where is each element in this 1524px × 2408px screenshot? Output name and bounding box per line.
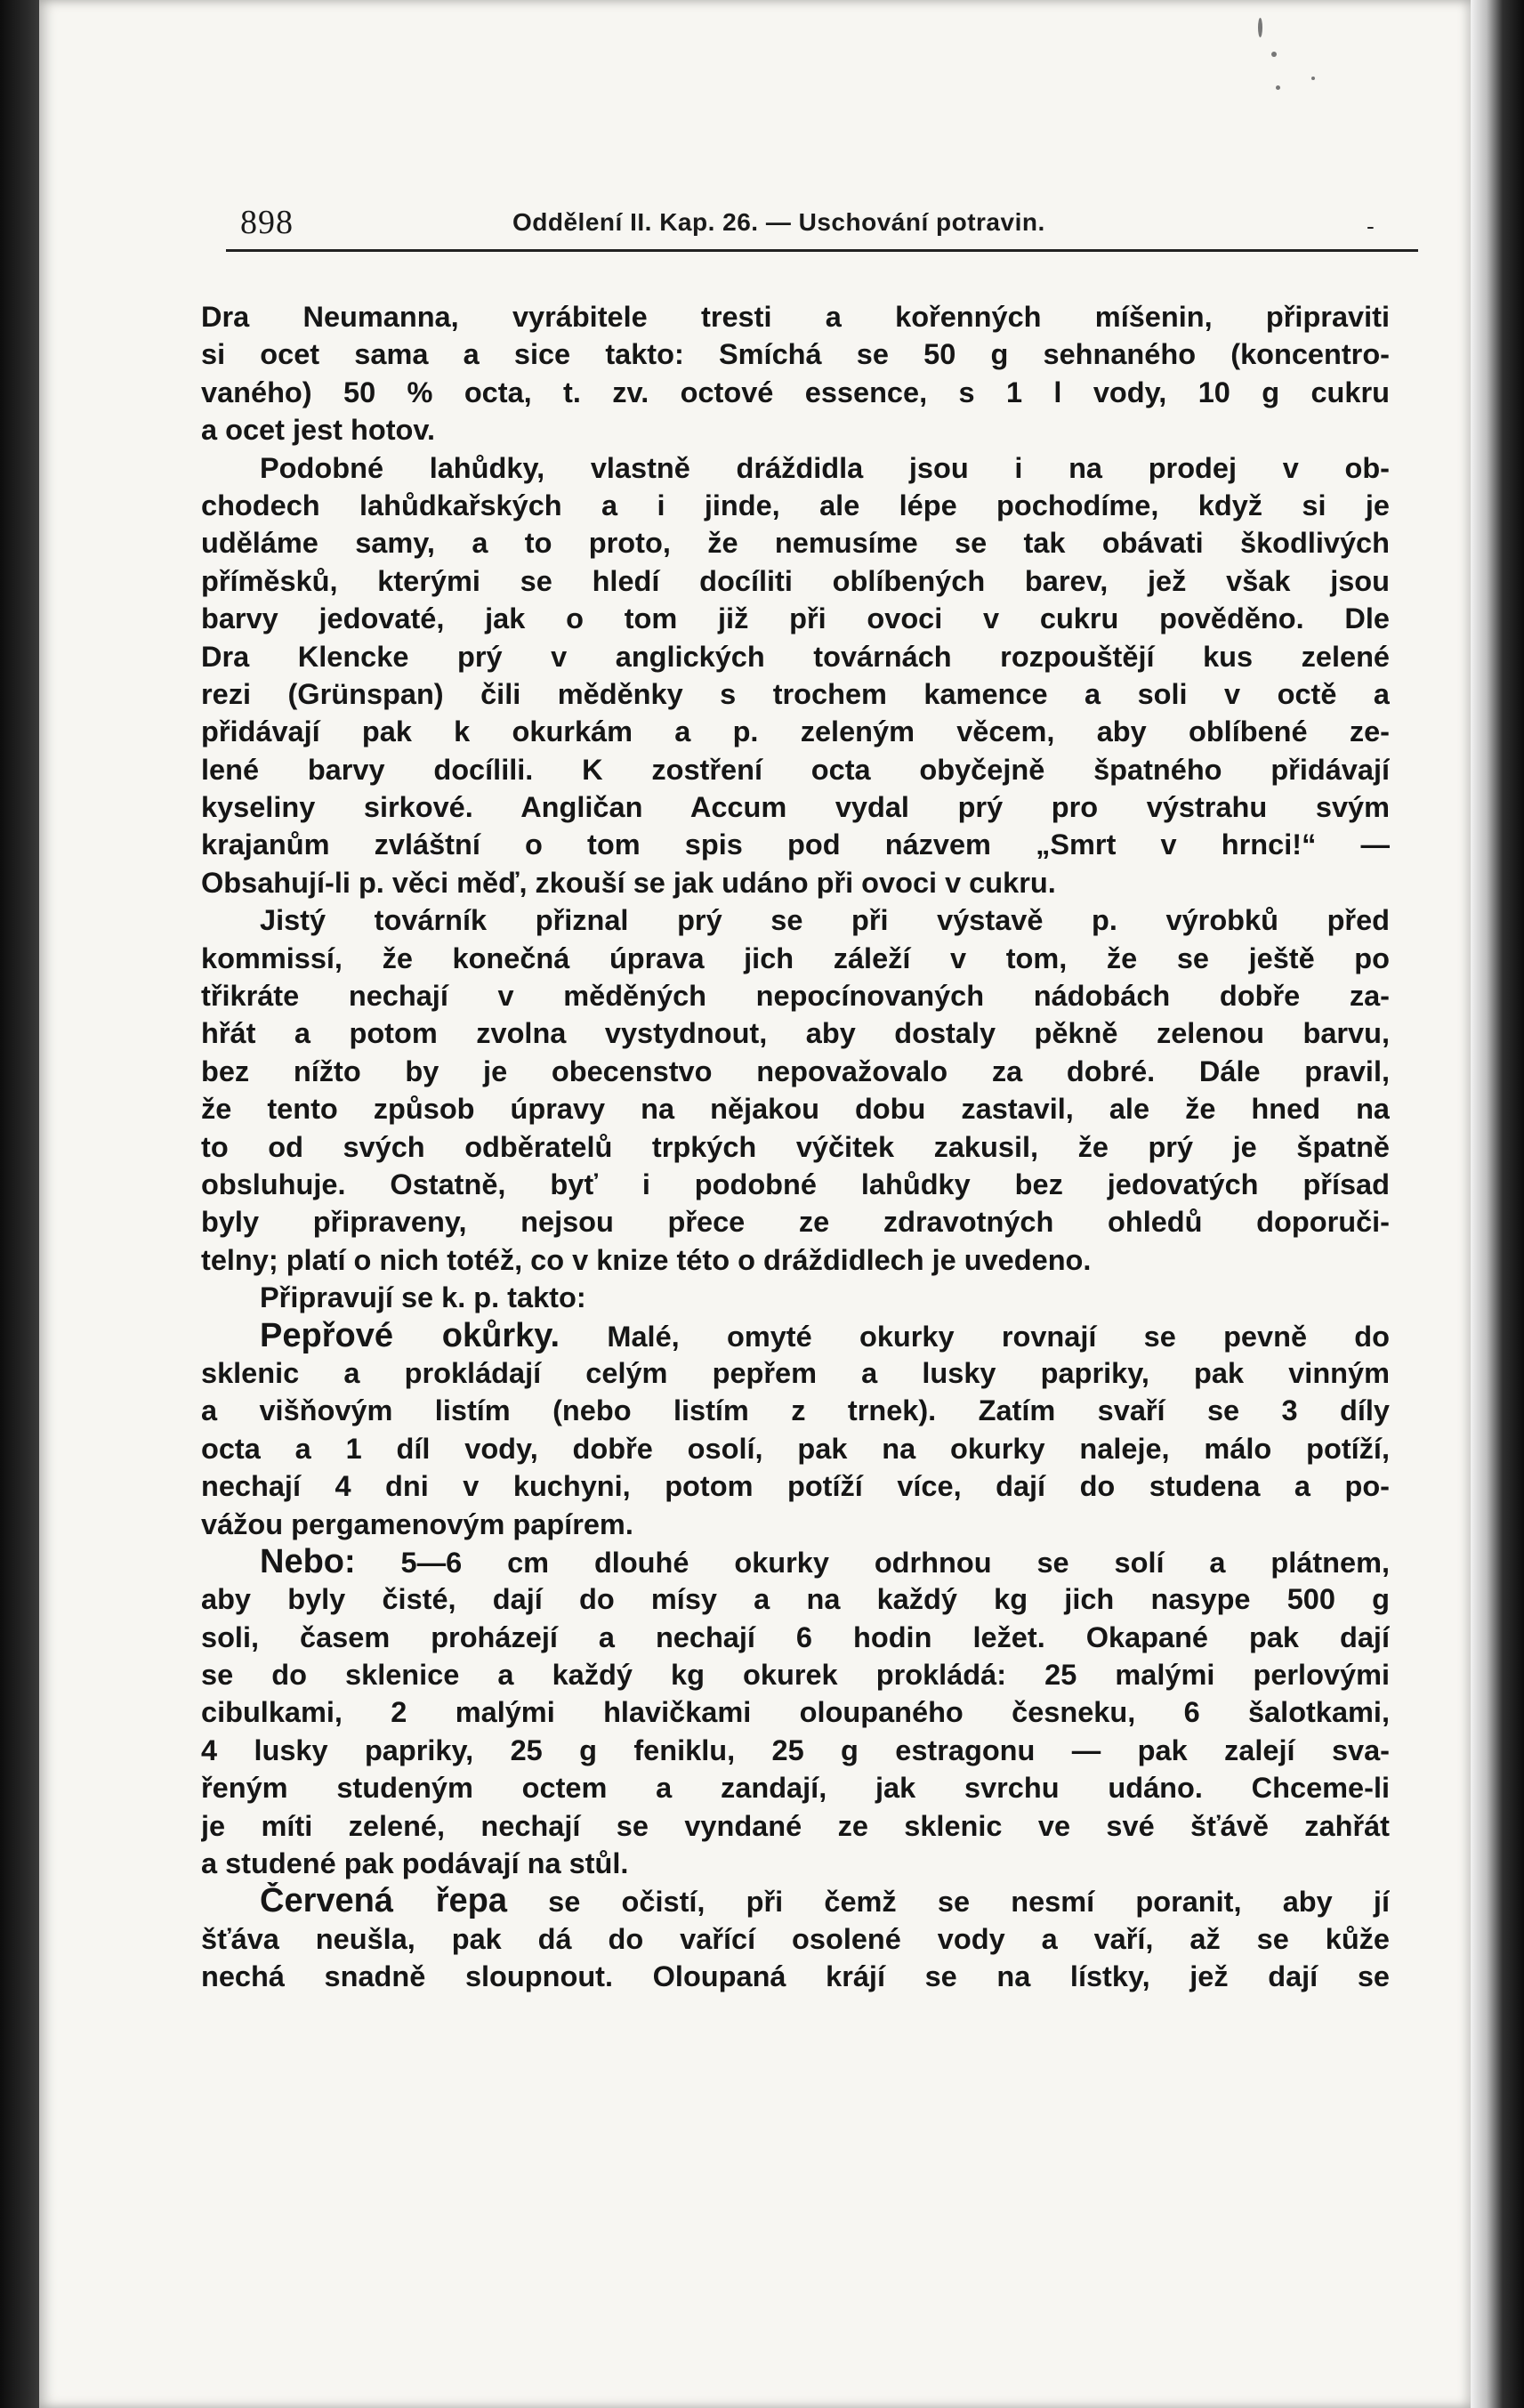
recipe-line: octa a 1 díl vody, dobře osolí, pak na okurky naleje, málo potíží, (201, 1432, 1390, 1465)
recipe-heading: Nebo: (260, 1542, 356, 1580)
running-title: Oddělení II. Kap. 26. — Uschování potravin. (512, 208, 1045, 236)
text-line: chodech lahůdkařských a i jinde, ale lépe pochodíme, když si je (201, 489, 1390, 521)
recipe-line: sklenic a prokládají celým pepřem a lusky papriky, pak vinným (201, 1356, 1390, 1389)
recipe-first-line (201, 1317, 1390, 1354)
text-line: Jistý továrník přiznal prý se při výstavě p. výrobků před (260, 904, 1390, 937)
text-line: si ocet sama a sice takto: Smíchá se 50 g sehnaného (koncentro- (201, 338, 1390, 371)
text-line: krajanům zvláštní o tom spis pod názvem „Smrt v hrnci!“ — (201, 828, 1390, 861)
recipe-line: nechá snadně sloupnout. Oloupaná krájí se na lístky, jež dají se (201, 1960, 1390, 1993)
text-line: třikráte nechají v měděných nepocínovaných nádobách dobře za- (201, 980, 1390, 1013)
text-line: lené barvy docílili. K zostření octa obyčejně špatného přidávají (201, 753, 1390, 786)
recipe-first-line (201, 1882, 1390, 1919)
scan-speck (1271, 52, 1277, 57)
page-number: 898 (240, 204, 294, 241)
text-line: byly připraveny, nejsou přece ze zdravotných ohledů doporuči- (201, 1206, 1390, 1239)
scan-speck (1311, 77, 1315, 80)
text-line: Obsahují-li p. věci měď, zkouší se jak udáno při ovoci v cukru. (201, 866, 1056, 899)
text-line: Dra Neumanna, vyrábitele tresti a kořenných míšenin, připraviti (201, 301, 1390, 333)
recipe-text: 5—6 cm dlouhé okurky odrhnou se solí a plátnem, (355, 1546, 1390, 1579)
recipe-line: nechají 4 dni v kuchyni, potom potíží více, dají do studena a po- (201, 1470, 1390, 1503)
recipe-first-line (201, 1543, 1390, 1580)
text-line: příměsků, kterými se hledí docíliti oblíbených barev, jež však jsou (201, 564, 1390, 597)
scan-speck (1258, 18, 1262, 37)
recipe-line: vážou pergamenovým papírem. (201, 1507, 633, 1540)
text-line: barvy jedovaté, jak o tom již při ovoci v cukru pověděno. Dle (201, 602, 1390, 635)
recipe-line: soli, časem proházejí a nechají 6 hodin ležet. Okapané pak dají (201, 1620, 1390, 1653)
text-line: kommissí, že konečná úprava jich záleží v tom, že se ještě po (201, 941, 1390, 974)
recipe-heading: Červená řepa (260, 1882, 507, 1920)
text-line: Podobné lahůdky, vlastně dráždidla jsou i na prodej v ob- (260, 451, 1390, 484)
text-line: to od svých odběratelů trpkých výčitek zakusil, že prý je špatně (201, 1130, 1390, 1163)
text-line: kyseliny sirkové. Angličan Accum vydal prý pro výstrahu svým (201, 791, 1390, 824)
text-line: uděláme samy, a to proto, že nemusíme se tak obávati škodlivých (201, 527, 1390, 560)
recipe-line: a višňovým listím (nebo listím z trnek). Zatím svaří se 3 díly (201, 1394, 1390, 1427)
scan-border-left (0, 0, 39, 2408)
header-mark: - (1367, 214, 1375, 240)
text-line: rezi (Grünspan) čili měděnky s trochem kamence a soli v octě a (201, 677, 1390, 710)
text-line: Dra Klencke prý v anglických továrnách rozpouštějí kus zelené (201, 640, 1390, 673)
recipe-line: je míti zelené, nechají se vyndané ze sklenic ve své šťávě zahřát (201, 1809, 1390, 1842)
text-line: přidávají pak k okurkám a p. zeleným věcem, aby oblíbené ze- (201, 715, 1390, 748)
body-text (201, 298, 1390, 1996)
recipe-line: aby byly čisté, dají do mísy a na každý kg jich nasype 500 g (201, 1583, 1390, 1616)
text-line: hřát a potom zvolna vystydnout, aby dostaly pěkně zelenou barvu, (201, 1017, 1390, 1050)
recipe-line: a studené pak podávají na stůl. (201, 1847, 629, 1880)
scan-border-right (1471, 0, 1524, 2408)
text-line: bez nížto by je obecenstvo nepovažovalo za dobré. Dále pravil, (201, 1055, 1390, 1087)
text-line: telny; platí o nich totéž, co v knize této o dráždidlech je uvedeno. (201, 1243, 1092, 1276)
recipe-text: se očistí, při čemž se nesmí poranit, aby jí (506, 1886, 1390, 1919)
recipe-line: se do sklenice a každý kg okurek prokládá: 25 malými perlovými (201, 1659, 1390, 1692)
page-header (226, 203, 1418, 252)
text-line: a ocet jest hotov. (201, 414, 436, 447)
text-line: že tento způsob úpravy na nějakou dobu zastavil, ale že hned na (201, 1093, 1390, 1126)
text-line: Připravují se k. p. takto: (260, 1281, 586, 1314)
recipe-text: Malé, omyté okurky rovnají se pevně do (560, 1320, 1390, 1353)
recipe-line: 4 lusky papriky, 25 g feniklu, 25 g estragonu — pak zalejí sva- (201, 1733, 1390, 1766)
text-line: vaného) 50 % octa, t. zv. octové essence, s 1 l vody, 10 g cukru (201, 376, 1390, 408)
recipe-line: cibulkami, 2 malými hlavičkami oloupaného česneku, 6 šalotkami, (201, 1696, 1390, 1729)
recipe-heading: Pepřové okůrky. (260, 1316, 560, 1354)
recipe-line: řeným studeným octem a zandají, jak svrchu udáno. Chceme-li (201, 1772, 1390, 1805)
text-line: obsluhuje. Ostatně, byť i podobné lahůdky bez jedovatých přísad (201, 1168, 1390, 1200)
recipe-line: šťáva neušla, pak dá do vařící osolené vody a vaří, až se kůže (201, 1922, 1390, 1955)
scan-speck (1276, 85, 1280, 90)
